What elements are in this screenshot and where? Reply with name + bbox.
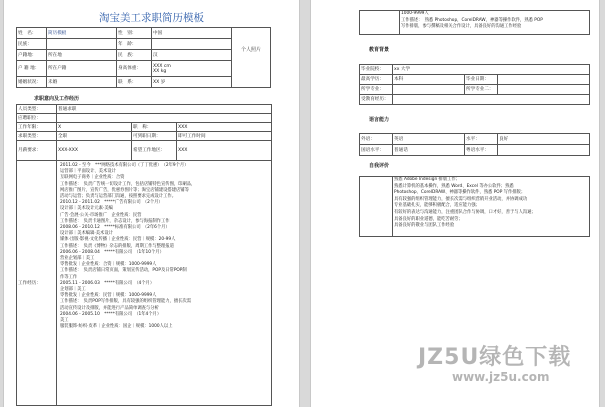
self-evaluation-lines — [394, 177, 588, 230]
text-line: 美工 — [60, 318, 69, 324]
work-experience-table — [16, 160, 272, 406]
text-line: 作等工作 — [60, 274, 78, 280]
table-row — [17, 141, 272, 161]
text-line: 工作描述： 负责卡通图片，杂志设计，参与海报制作工作 — [60, 218, 170, 224]
cell-value: XX 岁 — [152, 77, 232, 88]
table-row — [360, 177, 590, 237]
text-line: 设计部｜美术编辑·美术设计 — [60, 231, 113, 237]
job-intent-table — [16, 104, 272, 161]
cell-value: 普通话 — [393, 145, 465, 156]
cell-label: 毕业日期： — [465, 75, 498, 85]
cell-value: XXX-XXX — [57, 141, 132, 161]
section-heading-language: 语言能力 — [369, 117, 390, 123]
cell-label: 国语水平： — [360, 145, 393, 156]
cell-value: 全职 — [57, 132, 132, 141]
basic-info-table — [16, 27, 232, 88]
watermark-brand: JZ5U绿色下载 — [418, 345, 572, 370]
continued-lines — [401, 11, 588, 31]
text-line: 熟悉 Adobe Indesign 排版工作； — [394, 177, 461, 182]
table-row — [17, 114, 272, 123]
weight-value: XX kg — [153, 68, 167, 74]
cell-label: 身高体重： — [117, 61, 152, 77]
text-line: 工作描述： 负责《博物》杂志的排版，周期工作与整理报道 — [60, 243, 174, 249]
text-line: 具有较强的组织管理能力，擅长次需与组织营销开业活动，并协调成功 — [394, 196, 528, 202]
section-heading-job: 求职意向及工作经历 — [34, 96, 80, 102]
cell-value: 本科 — [393, 75, 465, 85]
cell-label — [360, 177, 393, 237]
text-line: 运营部｜平面设计、美术设计 — [60, 169, 116, 175]
language-table — [359, 133, 590, 156]
cell-value — [498, 85, 590, 95]
text-line: 具备良好的敬业与团队工作经验 — [394, 223, 455, 229]
cell-label: 月薪要求： — [17, 141, 57, 161]
cell-value: 简历模板 — [47, 28, 117, 39]
text-line: 2010.12 - 2011.02 *****广告有限公司 （2个月） — [60, 200, 163, 206]
text-line: 2008.06 - 2010.12 *****标准有限公司 （2年6个月） — [60, 225, 170, 231]
table-row — [360, 11, 590, 35]
experience-lines — [60, 163, 272, 330]
table-row — [360, 85, 590, 95]
table-row — [360, 95, 590, 105]
text-line: 互联网电子商务｜企业性质：合资 — [60, 175, 125, 181]
cell-value: 汉 — [152, 50, 232, 61]
cell-label: 民 族： — [117, 50, 152, 61]
text-line: 有较好的表达与沟通能力，注重团队合作与协调，口才好，善于与人沟通； — [394, 209, 536, 215]
table-row — [17, 123, 272, 132]
cell-value — [393, 95, 590, 105]
cell-label — [360, 11, 400, 35]
text-line: 零售批发｜企业性质：合资｜规模：1000-9999人 — [60, 262, 157, 268]
cell-value — [498, 75, 590, 85]
text-line: 广告·会展·公关·市场推广 企业性质：民营 — [60, 212, 142, 218]
cell-label: 受教育经历： — [360, 95, 393, 105]
text-line: 零售批发｜企业性质：民营｜规模：1000-9999人 — [60, 293, 157, 299]
text-line: 1000-9999人 — [401, 11, 429, 16]
cell-label: 人员类型： — [17, 105, 57, 114]
text-line: 网店推广图片，宣传广告，优惠券图片等；淘宝店铺建设搭建店铺等 — [60, 187, 189, 193]
cell-label: 婚姻状况： — [17, 77, 47, 88]
document-title: 淘宝美工求职简历模板 — [99, 12, 204, 24]
cell-label: 水平： — [465, 134, 498, 145]
cell-label: 年 龄： — [117, 39, 152, 50]
watermark-url: www.jz5u.com — [452, 370, 550, 384]
text-line: 2006.06 - 2008.04 *****有限公司 （1年10个月） — [60, 249, 164, 255]
table-row — [360, 145, 590, 156]
text-line: 2011.02 - 至今 ***网络技术有限公司（丁丁优惠） （2年9个月） — [60, 163, 189, 168]
work-experience-label: 工作经历： — [17, 161, 57, 406]
cell-value: 未婚 — [47, 77, 117, 88]
text-line: 工作描述： 负责广告统一切设计工作，包括店铺特色宣传图，印刷品， — [60, 181, 196, 187]
cell-value: XXX — [177, 141, 272, 161]
cell-label: 所学专业： — [360, 85, 393, 95]
cell-value: 中国 — [152, 28, 232, 39]
section-heading-self-evaluation: 自我评价 — [369, 163, 390, 169]
cell-label: 工作年限： — [17, 123, 57, 132]
self-evaluation-content — [393, 177, 590, 237]
table-row — [17, 28, 232, 39]
cell-label: 希望工作地区： — [132, 141, 177, 161]
text-line: 专业基础扎实，能够积极配合，适应能力强； — [394, 203, 480, 209]
continued-experience-table — [359, 10, 590, 35]
cell-label: 姓 名： — [17, 28, 47, 39]
table-row — [17, 61, 232, 77]
cell-label: 所学专业二： — [465, 85, 498, 95]
table-row — [360, 75, 590, 85]
text-line: 具备良好的职业道德，能吃苦耐劳； — [394, 216, 463, 222]
cell-label: 可到职日期： — [132, 132, 177, 141]
text-line: 媒体·出版·影视·文化传播｜企业性质：民营｜规模：20-99人 — [60, 237, 176, 243]
text-line: 工作描述： 负责POP写作排版，具有较强的组织管理能力，擅长次需 — [60, 299, 192, 305]
text-line: 活动宣传设计及排版，并能进行产品简单调查与分析 — [60, 305, 159, 311]
text-line: 2004.06 - 2005.10 *****有限公司 （1年4个月） — [60, 311, 162, 317]
cell-value — [393, 85, 465, 95]
section-heading-education: 教育背景 — [369, 47, 390, 53]
table-row — [17, 161, 272, 406]
cell-label: 求职类型： — [17, 132, 57, 141]
cell-value: 即可工作时间 — [177, 132, 272, 141]
text-line: Photoshop、CorelDRAW、神器等操作软件，熟悉 POP 写作排版； — [394, 190, 526, 196]
table-row — [17, 132, 272, 141]
cell-label: 户籍地： — [17, 50, 47, 61]
cell-value: 良好 — [498, 134, 590, 145]
text-line: 工作描述： 负责店铺日常页面，策划宣传活动，POP及日常POP制 — [60, 268, 187, 274]
text-line: 活动与运营；负责与运营部门沟通，按照要求完成设计工作。 — [60, 194, 177, 200]
cell-value — [57, 114, 272, 123]
height-value: XXX cm — [153, 63, 171, 69]
text-line: 工作描述： 熟悉 Photoshop，CorelDRAW，神器等操作软件，熟悉 POP — [401, 17, 543, 23]
text-line: 服装服饰·纺织·皮革｜企业性质：国企｜规模：1000人以上 — [60, 324, 173, 330]
cell-value: XXX — [177, 123, 272, 132]
self-evaluation-table — [359, 176, 590, 237]
cell-value: X — [57, 123, 132, 132]
text-line: 设计部｜美术设计元素·美编 — [60, 206, 113, 212]
cell-value: xx 大学 — [393, 65, 590, 75]
table-row — [360, 134, 590, 145]
cell-value: 英语 — [393, 134, 465, 145]
table-row — [360, 65, 590, 75]
text-line: 熟悉计算机的基本操作，熟悉 Word、Excel 等办公软件；熟悉 — [394, 183, 514, 189]
text-line: 写作排版，参与撰稿及相关合作设计，具备良好的沟通工作经验 — [401, 24, 522, 29]
cell-value — [47, 39, 117, 50]
cell-label: 外语： — [360, 134, 393, 145]
education-table — [359, 64, 590, 105]
cell-value: 普通求职 — [57, 105, 272, 114]
text-line: 2005.11 - 2006.03 *****有限公司 （4个月） — [60, 280, 155, 286]
cell-label: 应聘职位： — [17, 114, 57, 123]
cell-label: 民族： — [17, 39, 47, 50]
cell-value: 所在户籍 — [47, 61, 117, 77]
cell-label: 户 籍 地： — [17, 61, 47, 77]
cell-label: 毕业院校： — [360, 65, 393, 75]
table-row — [17, 50, 232, 61]
table-row — [17, 105, 272, 114]
text-line: 企划部｜美工 — [60, 287, 86, 293]
cell-value — [152, 61, 232, 77]
text-line: 营业企划部｜美工 — [60, 256, 95, 262]
cell-label: 联 系： — [117, 77, 152, 88]
cell-label: 最高学历： — [360, 75, 393, 85]
cell-label: 职 称： — [132, 123, 177, 132]
cell-value — [498, 145, 590, 156]
table-row — [17, 77, 232, 88]
continued-experience-content — [400, 11, 590, 35]
cell-label: 粤语水平： — [465, 145, 498, 156]
table-row — [17, 39, 232, 50]
document-page-left — [4, 0, 299, 407]
cell-value: 所在地 — [47, 50, 117, 61]
photo-placeholder: 个人照片 — [231, 27, 271, 88]
cell-value — [152, 39, 232, 50]
cell-label: 性 别： — [117, 28, 152, 39]
work-experience-content — [57, 161, 272, 406]
